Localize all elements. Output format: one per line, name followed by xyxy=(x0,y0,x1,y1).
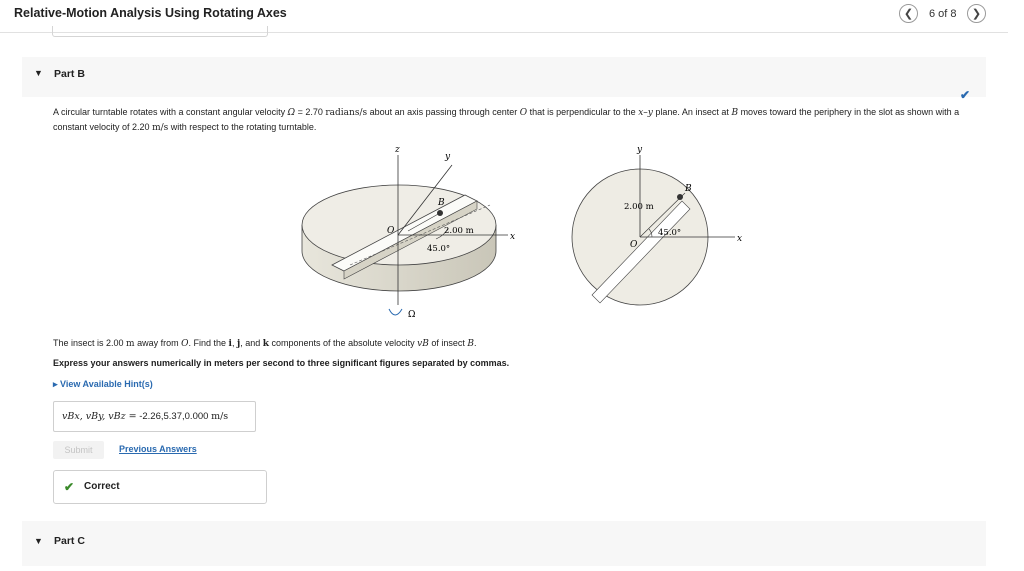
problem-statement: A circular turntable rotates with a constant angular velocity Ω = 2.70 radians/s about an axis passing through center O that is perpendicular to the x–y plane. An insect at B moves toward the periphery in the slot as shown with a constant velocity of 2.20 m/s with respect to the rotating turntable. xyxy=(53,107,960,133)
insect-marker-top xyxy=(677,194,683,200)
svg-text:x: x xyxy=(510,232,516,242)
part-c-header[interactable] xyxy=(22,521,986,566)
chevron-right-icon: ❯ xyxy=(971,8,982,20)
turntable-figure xyxy=(290,143,750,328)
submit-button[interactable]: Submit xyxy=(53,441,104,459)
previous-item-button[interactable] xyxy=(899,4,918,23)
part-b-label: Part B xyxy=(54,68,85,80)
svg-text:y: y xyxy=(445,152,451,162)
answer-variable-label: vBx, vBy, vBz = xyxy=(62,411,137,422)
svg-text:B: B xyxy=(685,184,692,194)
rotation-arrow-icon xyxy=(389,309,402,315)
next-item-button[interactable] xyxy=(967,4,986,23)
turntable-top-view xyxy=(572,145,742,305)
page-title: Relative-Motion Analysis Using Rotating Axes xyxy=(14,6,287,20)
chevron-left-icon: ❮ xyxy=(903,8,914,20)
feedback-text: Correct xyxy=(84,481,120,492)
svg-text:2.00 m: 2.00 m xyxy=(624,202,654,212)
svg-text:O: O xyxy=(630,240,638,250)
svg-text:x: x xyxy=(737,234,743,244)
answer-input[interactable] xyxy=(53,401,256,432)
collapse-caret-icon[interactable]: ▼ xyxy=(34,68,43,78)
caret-right-icon: ▸ xyxy=(53,379,61,389)
previous-answers-link[interactable]: Previous Answers xyxy=(119,444,197,454)
svg-text:z: z xyxy=(395,145,400,155)
feedback-box xyxy=(53,470,267,504)
collapse-caret-icon[interactable]: ▼ xyxy=(34,536,43,546)
answer-value: -2.26,5.37,0.000 xyxy=(139,411,209,422)
question-text: The insect is 2.00 m away from O. Find the i, j, and k components of the absolute velocity vB of insect B. xyxy=(53,338,477,349)
svg-text:y: y xyxy=(637,145,643,155)
part-c-label: Part C xyxy=(54,535,85,547)
item-counter: 6 of 8 xyxy=(929,8,957,20)
view-hints-link[interactable]: ▸ View Available Hint(s) xyxy=(53,379,153,389)
instruction-text: Express your answers numerically in meters per second to three significant figures separated by commas. xyxy=(53,358,510,368)
svg-text:Ω: Ω xyxy=(408,310,416,320)
checkmark-icon: ✔ xyxy=(64,480,75,494)
svg-text:B: B xyxy=(438,198,445,208)
svg-text:45.0°: 45.0° xyxy=(658,228,682,238)
part-b-header[interactable] xyxy=(22,57,986,97)
svg-text:45.0°: 45.0° xyxy=(427,244,451,254)
svg-text:2.00 m: 2.00 m xyxy=(444,226,474,236)
previous-part-remnant xyxy=(52,26,268,37)
checkmark-icon: ✔ xyxy=(960,88,971,102)
answer-unit: m/s xyxy=(211,411,229,422)
svg-text:O: O xyxy=(387,226,395,236)
turntable-3d-view xyxy=(302,145,515,320)
